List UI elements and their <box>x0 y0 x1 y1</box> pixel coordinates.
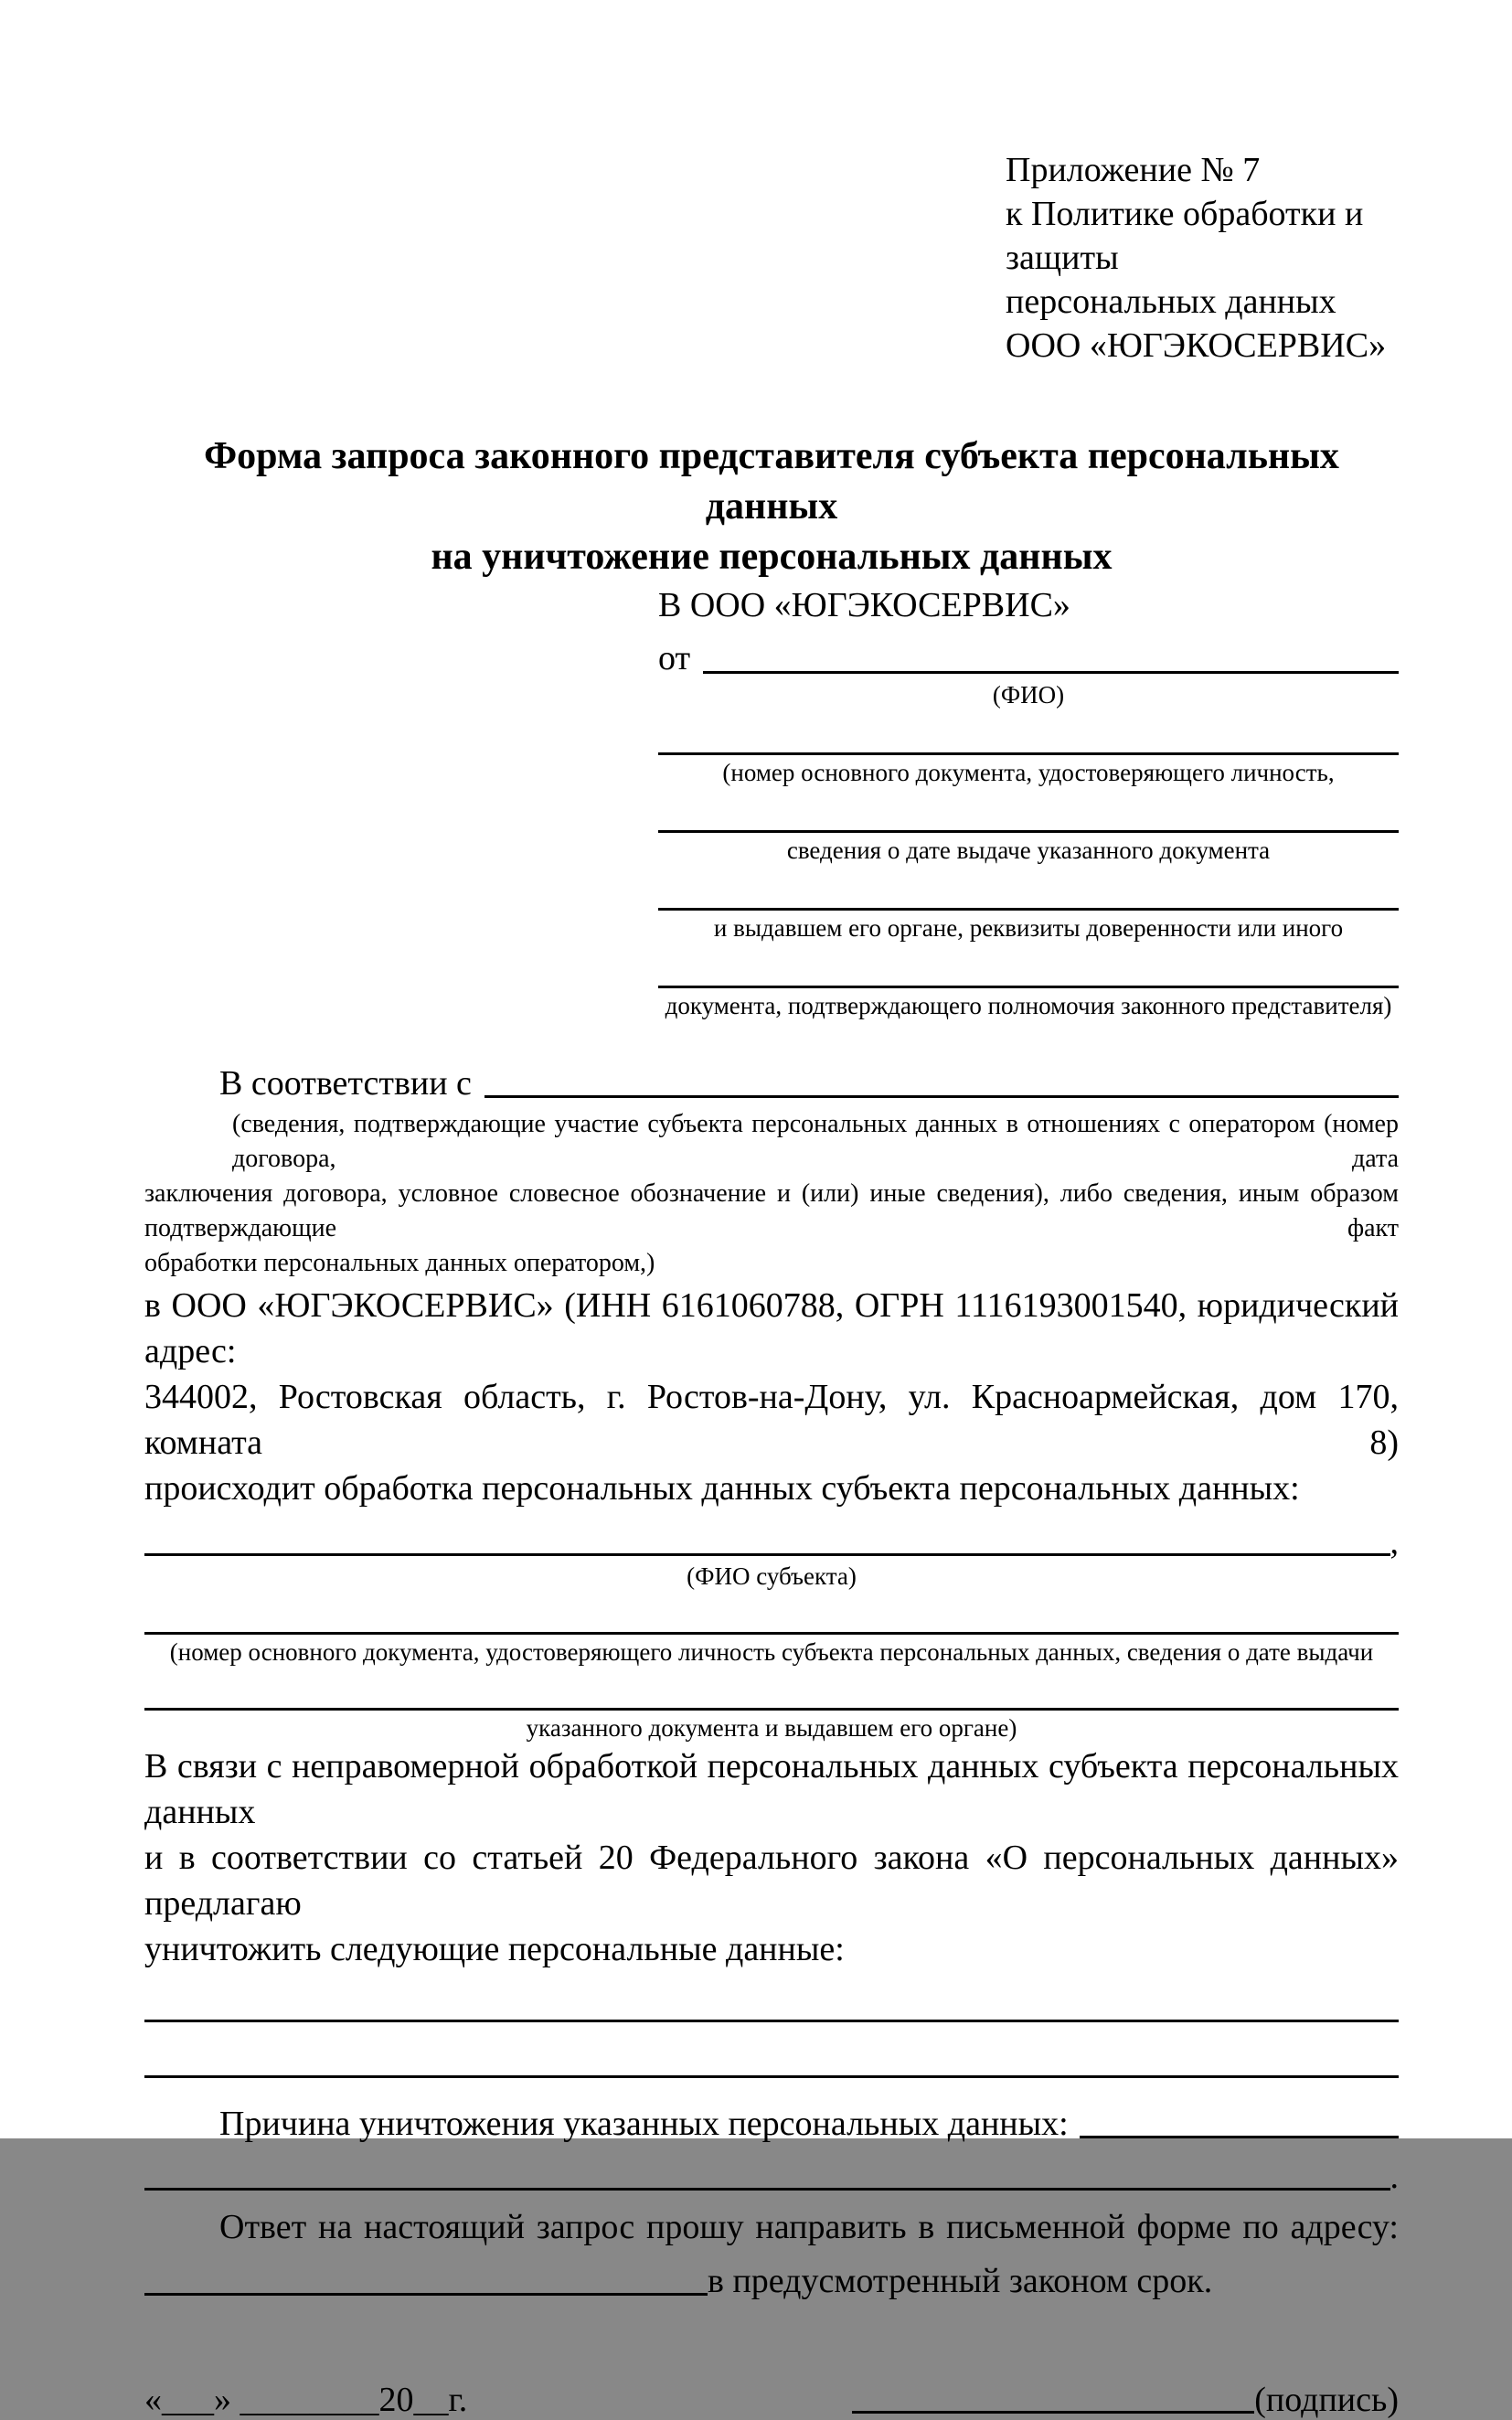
subject-fio-comma: , <box>1390 1523 1399 1562</box>
from-blank-line <box>703 671 1399 674</box>
signature-blank-line <box>852 2411 1254 2414</box>
doc-blank-group-2 <box>658 801 1399 864</box>
doc-blank-group-4 <box>658 956 1399 1019</box>
small-print-line-2: заключения договора, условное словесное обозначение и (или) иные сведения), либо сведения, иным образом подтверждающие факт <box>144 1179 1399 1242</box>
response-line-2 <box>144 2255 1399 2301</box>
doc-blank-group-1 <box>658 723 1399 786</box>
title-line-2: на уничтожение персональных данных <box>431 536 1113 578</box>
reason-row <box>144 2100 1399 2144</box>
document-title <box>144 432 1399 582</box>
blank-line <box>658 879 1399 911</box>
doc-blank-group-3 <box>658 879 1399 942</box>
reason-continuation-row <box>144 2158 1399 2197</box>
operator-line-1: в ООО «ЮГЭКОСЕРВИС» (ИНН 6161060788, ОГРН 1116193001540, юридический адрес: <box>144 1286 1399 1370</box>
blank-line <box>658 723 1399 755</box>
response-line-1: Ответ на настоящий запрос прошу направить в письменной форме по адресу: <box>219 2208 1399 2246</box>
doc-caption-4: документа, подтверждающего полномочия законного представителя) <box>665 992 1392 1019</box>
subject-doc-blank-line-2 <box>144 1666 1399 1711</box>
fio-caption: (ФИО) <box>992 681 1065 709</box>
accordance-small-print <box>144 1107 1399 1281</box>
subject-fio-blank-line <box>144 1553 1390 1556</box>
subject-doc-caption-2: указанного документа и выдавшем его органе) <box>526 1714 1017 1742</box>
reason-blank-line-2 <box>144 2188 1390 2191</box>
small-print-line-1: (сведения, подтверждающие участие субъекта персональных данных в отношениях с оператором (номер договора, дата <box>232 1110 1399 1173</box>
demand-line-2: и в соответствии со статьей 20 Федерального закона «О персональных данных» предлагаю <box>144 1839 1399 1923</box>
demand-paragraph <box>144 1743 1399 1972</box>
subject-fio-caption: (ФИО субъекта) <box>687 1562 857 1590</box>
footer-row <box>144 2380 1399 2420</box>
reason-blank-line <box>1080 2136 1399 2138</box>
appendix-line-3: персональных данных <box>1006 283 1336 321</box>
operator-line-2: 344002, Ростовская область, г. Ростов-на-Дону, ул. Красноармейская, дом 170, комната 8) <box>144 1378 1399 1462</box>
appendix-line-1: Приложение № 7 <box>1006 151 1261 189</box>
reason-period: . <box>1390 2158 1399 2196</box>
title-line-1: Форма запроса законного представителя субъекта персональных данных <box>204 435 1339 528</box>
doc-caption-2: сведения о дате выдаче указанного документа <box>786 837 1271 864</box>
response-line-2-text: в предусмотренный законом срок. <box>708 2262 1213 2300</box>
date-line: «___» ________20__г. <box>144 2381 468 2419</box>
address-blank-line <box>144 2293 708 2296</box>
appendix-block <box>1006 148 1399 368</box>
appendix-line-4: ООО «ЮГЭКОСЕРВИС» <box>1006 326 1387 365</box>
operator-line-3: происходит обработка персональных данных субъекта персональных данных: <box>144 1469 1300 1508</box>
accordance-row <box>144 1058 1399 1103</box>
doc-caption-3: и выдавшем его органе, реквизиты доверенности или иного <box>713 914 1344 942</box>
addressee-block <box>658 584 1399 1019</box>
reason-label: Причина уничтожения указанных персональных данных: <box>219 2105 1069 2143</box>
addressee-to: В ООО «ЮГЭКОСЕРВИС» <box>658 586 1070 624</box>
demand-line-3: уничтожить следующие персональные данные: <box>144 1930 845 1968</box>
from-label: от <box>658 639 691 677</box>
small-print-line-3: обработки персональных данных оператором,) <box>144 1249 655 1277</box>
operator-paragraph <box>144 1283 1399 1511</box>
blank-line <box>658 801 1399 833</box>
signature-caption: (подпись) <box>1254 2381 1399 2419</box>
accordance-lead: В соответствии с <box>219 1064 472 1103</box>
subject-doc-blank-line-1 <box>144 1590 1399 1635</box>
blank-line <box>658 956 1399 988</box>
demand-line-1: В связи с неправомерной обработкой персональных данных субъекта персональных данных <box>144 1747 1399 1831</box>
from-row <box>658 634 1399 679</box>
signature-group <box>852 2380 1399 2420</box>
doc-caption-1: (номер основного документа, удостоверяющего личность, <box>722 759 1335 786</box>
destroy-data-blank-line-2 <box>144 2075 1399 2078</box>
accordance-blank-line <box>484 1095 1399 1098</box>
subject-fio-row <box>144 1524 1399 1562</box>
destroy-data-blank-line-1 <box>144 2020 1399 2022</box>
appendix-line-2: к Политике обработки и защиты <box>1006 195 1364 277</box>
subject-doc-caption-1: (номер основного документа, удостоверяющего личность субъекта персональных данных, сведения о дате выдачи <box>169 1638 1374 1666</box>
